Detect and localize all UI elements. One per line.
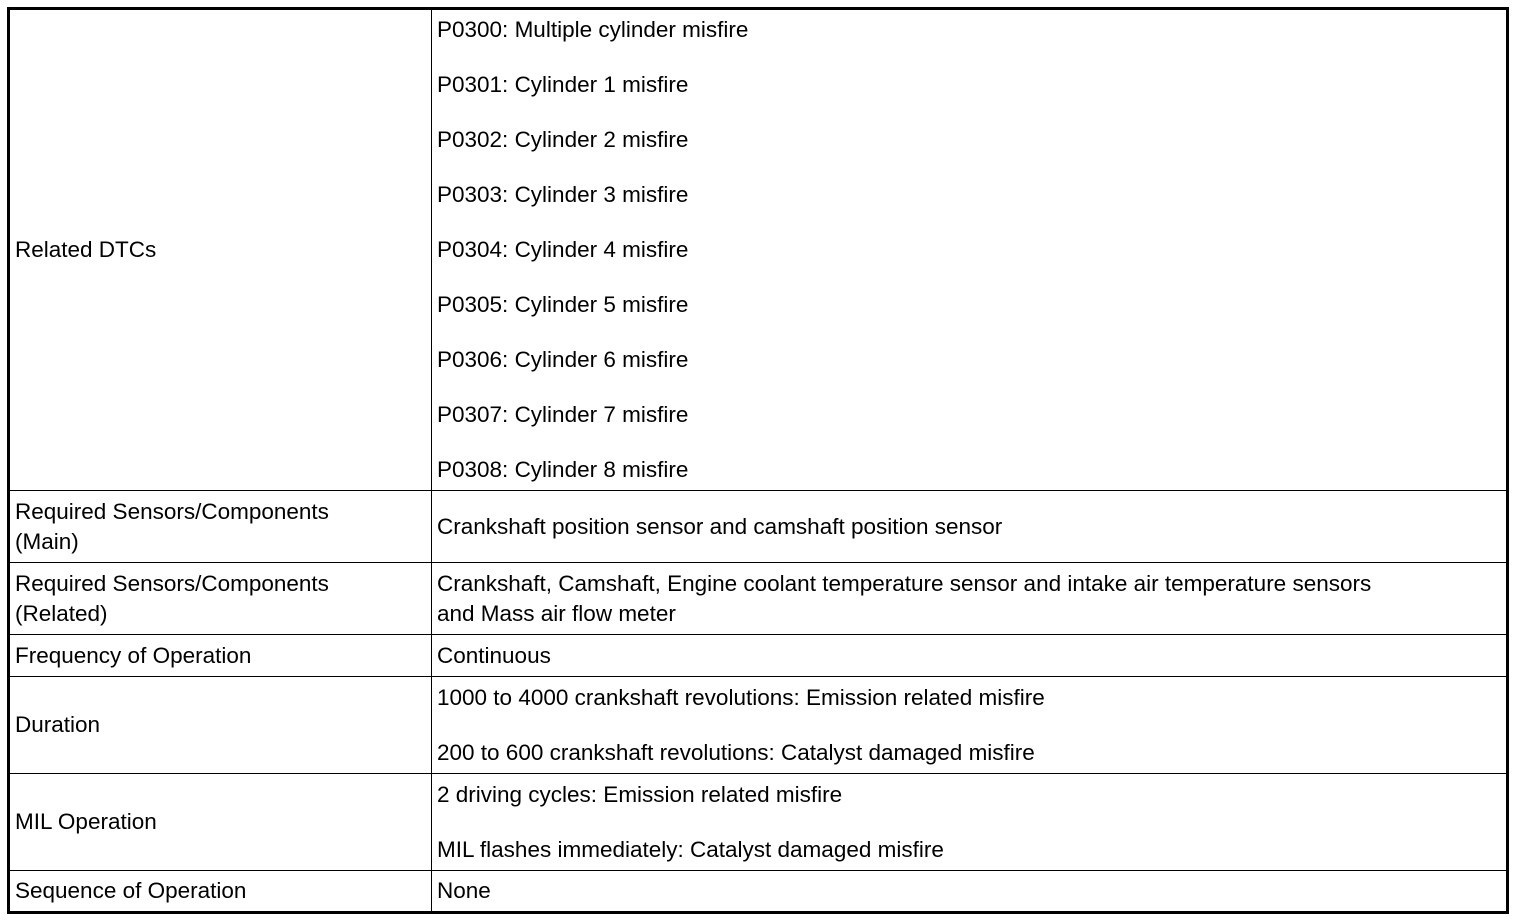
dtc-item: P0300: Multiple cylinder misfire xyxy=(437,17,749,42)
specification-table xyxy=(7,7,1509,914)
row-value: 1000 to 4000 crankshaft revolutions: Emission related misfire 200 to 600 crankshaft revolutions: Catalyst damaged misfire xyxy=(432,677,1508,774)
dtc-item: P0305: Cylinder 5 misfire xyxy=(437,292,689,317)
table-row-sequence xyxy=(9,871,1508,913)
table-row-required-related xyxy=(9,563,1508,635)
dtc-item: P0304: Cylinder 4 misfire xyxy=(437,237,689,262)
row-value: Continuous xyxy=(432,635,1508,677)
dtc-item: P0306: Cylinder 6 misfire xyxy=(437,347,689,372)
table-row-related-dtcs xyxy=(9,9,1508,491)
row-label: Required Sensors/Components (Main) xyxy=(9,491,432,563)
row-label: Required Sensors/Components (Related) xyxy=(9,563,432,635)
row-value: None xyxy=(432,871,1508,913)
dtc-item: P0307: Cylinder 7 misfire xyxy=(437,402,689,427)
row-label: Related DTCs xyxy=(9,9,432,491)
row-value: Crankshaft position sensor and camshaft position sensor xyxy=(432,491,1508,563)
row-label: Duration xyxy=(9,677,432,774)
row-value: 2 driving cycles: Emission related misfire MIL flashes immediately: Catalyst damaged misfire xyxy=(432,774,1508,871)
table-row-duration xyxy=(9,677,1508,774)
row-label: MIL Operation xyxy=(9,774,432,871)
dtc-item: P0308: Cylinder 8 misfire xyxy=(437,457,689,482)
dtc-item: P0301: Cylinder 1 misfire xyxy=(437,72,689,97)
dtc-item: P0302: Cylinder 2 misfire xyxy=(437,127,689,152)
row-value: Crankshaft, Camshaft, Engine coolant temperature sensor and intake air temperature sensors and Mass air flow meter xyxy=(432,563,1508,635)
table-row-mil-operation xyxy=(9,774,1508,871)
row-label: Frequency of Operation xyxy=(9,635,432,677)
row-value xyxy=(432,9,1508,491)
table-row-required-main xyxy=(9,491,1508,563)
row-label: Sequence of Operation xyxy=(9,871,432,913)
table-row-frequency xyxy=(9,635,1508,677)
dtc-item: P0303: Cylinder 3 misfire xyxy=(437,182,689,207)
